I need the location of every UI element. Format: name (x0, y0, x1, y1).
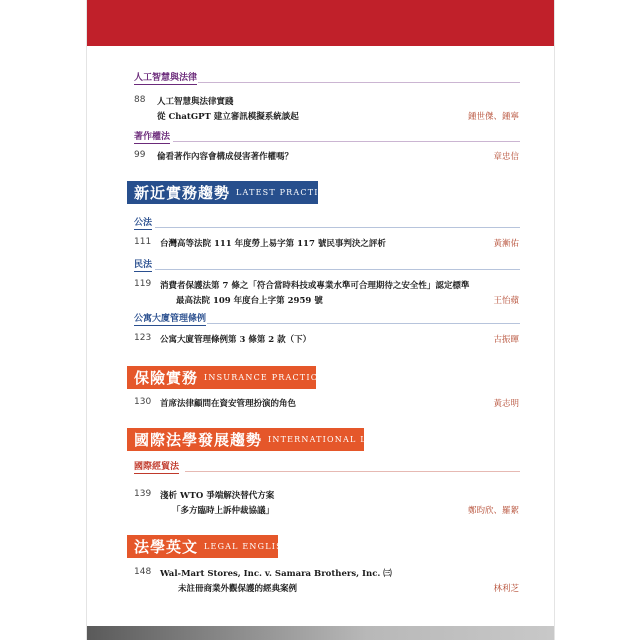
entry-title[interactable]: 台灣高等法院 111 年度勞上易字第 117 號民事判決之評析 (160, 239, 386, 249)
entry-page-number: 119 (134, 279, 152, 289)
subsection-intl-trade: 國際經貿法 (134, 459, 179, 474)
entry-page-number: 148 (134, 567, 152, 577)
banner-title-en: LEGAL ENGLISH (204, 542, 291, 551)
banner-title-en: LATEST PRACTICE (236, 188, 333, 197)
banner-title-en: INSURANCE PRACTICE (204, 373, 326, 382)
entry-author: 古振暉 (493, 335, 519, 345)
banner-title-zh: 新近實務趨勢 (134, 184, 231, 202)
subsection-rule (155, 269, 520, 270)
subsection-civil-law: 民法 (134, 257, 152, 272)
entry-author: 黃志明 (493, 399, 519, 409)
subsection-rule (185, 471, 520, 472)
section-banner-latest-practice (127, 181, 333, 204)
entry-author: 黃漸佑 (493, 239, 519, 249)
subsection-rule (207, 323, 520, 324)
entry-title[interactable]: Wal-Mart Stores, Inc. v. Samara Brothers, Inc. ㈢ (160, 569, 392, 579)
page-left-edge (86, 0, 87, 640)
entry-subtitle[interactable]: 從 ChatGPT 建立審訊模擬系統談起 (157, 112, 299, 122)
subsection-public-law: 公法 (134, 215, 152, 230)
page-right-edge (554, 0, 555, 640)
entry-title[interactable]: 淺析 WTO 爭端解決替代方案 (160, 491, 275, 501)
entry-title[interactable]: 首席法律顧問在資安管理扮演的角色 (160, 399, 297, 409)
entry-title[interactable]: 消費者保護法第 7 條之「符合當時科技或專業水準可合理期待之安全性」認定標準 (160, 281, 470, 291)
bottom-gray-band (87, 626, 554, 640)
section-banner-insurance (127, 366, 326, 389)
entry-page-number: 139 (134, 489, 152, 499)
entry-author: 章忠信 (493, 152, 519, 162)
entry-subtitle[interactable]: 未註冊商業外觀保護的經典案例 (178, 584, 298, 594)
banner-title-zh: 法學英文 (134, 538, 199, 556)
entry-subtitle[interactable]: 最高法院 109 年度台上字第 2959 號 (176, 296, 323, 306)
entry-author: 王怡蘋 (493, 296, 519, 306)
banner-title-zh: 保險實務 (134, 369, 199, 387)
top-red-band (87, 0, 554, 46)
subsection-rule (155, 227, 520, 228)
subsection-ai-law: 人工智慧與法律 (134, 70, 197, 85)
entry-author: 鍾世傑、鍾寧 (467, 112, 519, 122)
entry-page-number: 123 (134, 333, 152, 343)
section-banner-legal-english (127, 535, 291, 558)
banner-title-en: INTERNATIONAL LAW (268, 435, 383, 444)
entry-title[interactable]: 公寓大廈管理條例第 3 條第 2 款（下） (160, 335, 312, 345)
entry-page-number: 130 (134, 397, 152, 407)
entry-page-number: 111 (134, 237, 152, 247)
entry-title[interactable]: 人工智慧與法律實踐 (157, 97, 234, 107)
entry-author: 林利芝 (493, 584, 519, 594)
section-banner-international-law (127, 428, 383, 451)
entry-page-number: 99 (134, 150, 146, 160)
subsection-rule (198, 82, 520, 83)
entry-author: 鄭昀欣、羅絮 (467, 506, 519, 516)
entry-page-number: 88 (134, 95, 146, 105)
banner-title-zh: 國際法學發展趨勢 (134, 431, 263, 449)
subsection-rule (173, 141, 520, 142)
entry-subtitle[interactable]: 「多方臨時上訴仲裁協議」 (172, 506, 275, 516)
subsection-condo: 公寓大廈管理條例 (134, 311, 206, 326)
entry-title[interactable]: 倫看著作內容會構成侵害著作權嗎？ (157, 152, 294, 162)
subsection-copyright: 著作權法 (134, 129, 170, 144)
